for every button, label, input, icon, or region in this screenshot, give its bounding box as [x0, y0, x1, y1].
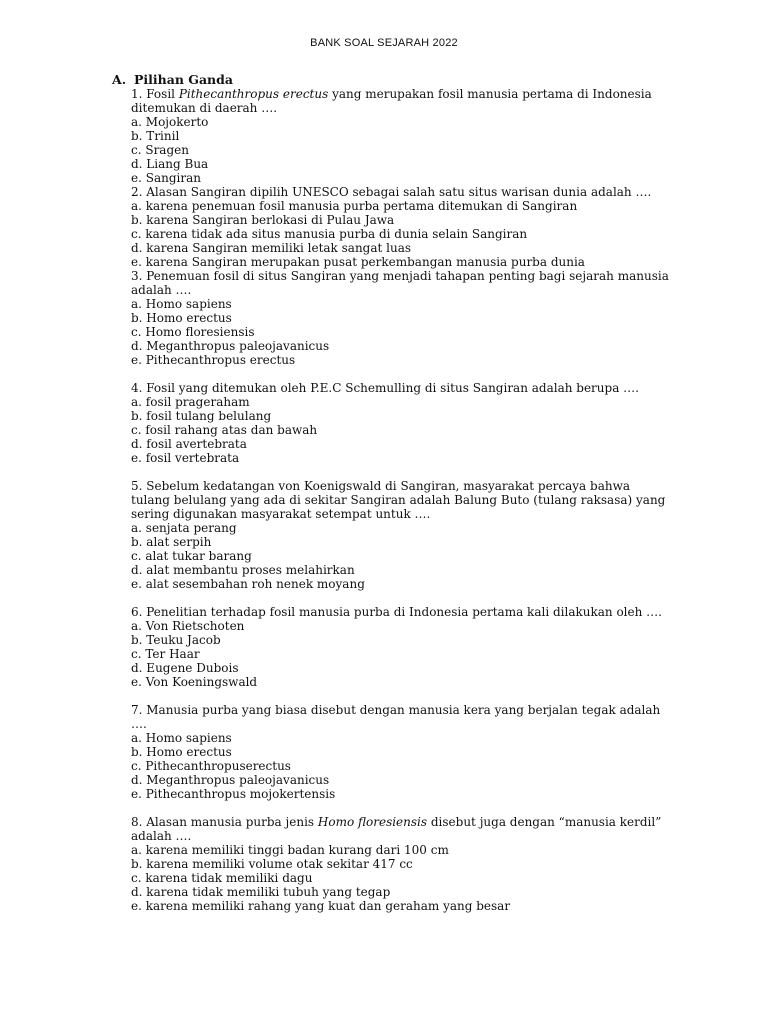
option-b: b. karena memiliki volume otak sekitar 417 cc	[131, 857, 413, 871]
question-text: 8. Alasan manusia purba jenis Homo floresiensis disebut juga dengan “manusia kerdil” adalah ….	[131, 815, 662, 843]
question-text: 4. Fosil yang ditemukan oleh P.E.C Schemulling di situs Sangiran adalah berupa ….	[131, 381, 639, 395]
option-e: e. alat sesembahan roh nenek moyang	[131, 577, 365, 591]
question-text: 2. Alasan Sangiran dipilih UNESCO sebagai salah satu situs warisan dunia adalah ….	[131, 185, 652, 199]
question-text: 7. Manusia purba yang biasa disebut dengan manusia kera yang berjalan tegak adalah ….	[131, 703, 661, 731]
option-b: b. fosil tulang belulang	[131, 409, 272, 423]
option-b: b. Trinil	[131, 129, 180, 143]
option-c: c. Sragen	[131, 143, 189, 157]
option-e: e. fosil vertebrata	[131, 451, 240, 465]
question-5	[131, 479, 671, 591]
option-a: a. Von Rietschoten	[131, 619, 245, 633]
option-d: d. Eugene Dubois	[131, 661, 239, 675]
option-c: c. fosil rahang atas dan bawah	[131, 423, 318, 437]
option-c: c. Ter Haar	[131, 647, 200, 661]
option-e: e. Pithecanthropus mojokertensis	[131, 787, 336, 801]
question-2	[131, 185, 671, 269]
question-text: 3. Penemuan fosil di situs Sangiran yang menjadi tahapan penting bagi sejarah manusia adalah ….	[131, 269, 669, 297]
option-b: b. karena Sangiran berlokasi di Pulau Jawa	[131, 213, 395, 227]
option-c: c. Pithecanthropuserectus	[131, 759, 291, 773]
section-header	[112, 72, 233, 87]
option-d: d. Meganthropus paleojavanicus	[131, 339, 330, 353]
option-a: a. fosil prageraham	[131, 395, 250, 409]
question-4	[131, 381, 671, 465]
question-list	[131, 87, 671, 913]
question-text: 1. Fosil Pithecanthropus erectus yang merupakan fosil manusia pertama di Indonesia ditemukan di daerah ….	[131, 87, 652, 115]
option-d: d. karena Sangiran memiliki letak sangat luas	[131, 241, 412, 255]
question-1	[131, 87, 671, 185]
question-8	[131, 815, 671, 913]
option-b: b. Homo erectus	[131, 311, 232, 325]
question-text: 6. Penelitian terhadap fosil manusia purba di Indonesia pertama kali dilakukan oleh ….	[131, 605, 662, 619]
option-b: b. Teuku Jacob	[131, 633, 221, 647]
option-c: c. karena tidak memiliki dagu	[131, 871, 313, 885]
option-c: c. Homo floresiensis	[131, 325, 255, 339]
species-name: Pithecanthropus erectus	[178, 87, 329, 101]
option-c: c. karena tidak ada situs manusia purba di dunia selain Sangiran	[131, 227, 528, 241]
option-d: d. alat membantu proses melahirkan	[131, 563, 355, 577]
option-e: e. karena memiliki rahang yang kuat dan geraham yang besar	[131, 899, 511, 913]
option-c: c. alat tukar barang	[131, 549, 252, 563]
option-d: d. fosil avertebrata	[131, 437, 247, 451]
option-d: d. Liang Bua	[131, 157, 209, 171]
page-title: BANK SOAL SEJARAH 2022	[310, 37, 458, 49]
option-a: a. karena memiliki tinggi badan kurang dari 100 cm	[131, 843, 449, 857]
option-e: e. Von Koeningswald	[131, 675, 258, 689]
question-7	[131, 703, 671, 801]
question-text: 5. Sebelum kedatangan von Koenigswald di Sangiran, masyarakat percaya bahwa tulang belulang yang ada di sekitar Sangiran adalah Balung Buto (tulang raksasa) yang sering digunakan masyarakat setempat untuk ….	[131, 479, 666, 521]
option-e: e. Pithecanthropus erectus	[131, 353, 296, 367]
question-3	[131, 269, 671, 367]
option-e: e. karena Sangiran merupakan pusat perkembangan manusia purba dunia	[131, 255, 585, 269]
option-d: d. Meganthropus paleojavanicus	[131, 773, 330, 787]
option-a: a. Homo sapiens	[131, 731, 232, 745]
option-b: b. Homo erectus	[131, 745, 232, 759]
option-d: d. karena tidak memiliki tubuh yang tegap	[131, 885, 391, 899]
section-letter: A.	[112, 72, 127, 87]
option-b: b. alat serpih	[131, 535, 212, 549]
option-e: e. Sangiran	[131, 171, 201, 185]
option-a: a. karena penemuan fosil manusia purba pertama ditemukan di Sangiran	[131, 199, 578, 213]
option-a: a. Mojokerto	[131, 115, 209, 129]
option-a: a. Homo sapiens	[131, 297, 232, 311]
section-title: Pilihan Ganda	[134, 72, 233, 87]
option-a: a. senjata perang	[131, 521, 237, 535]
species-name: Homo floresiensis	[317, 815, 428, 829]
question-6	[131, 605, 671, 689]
